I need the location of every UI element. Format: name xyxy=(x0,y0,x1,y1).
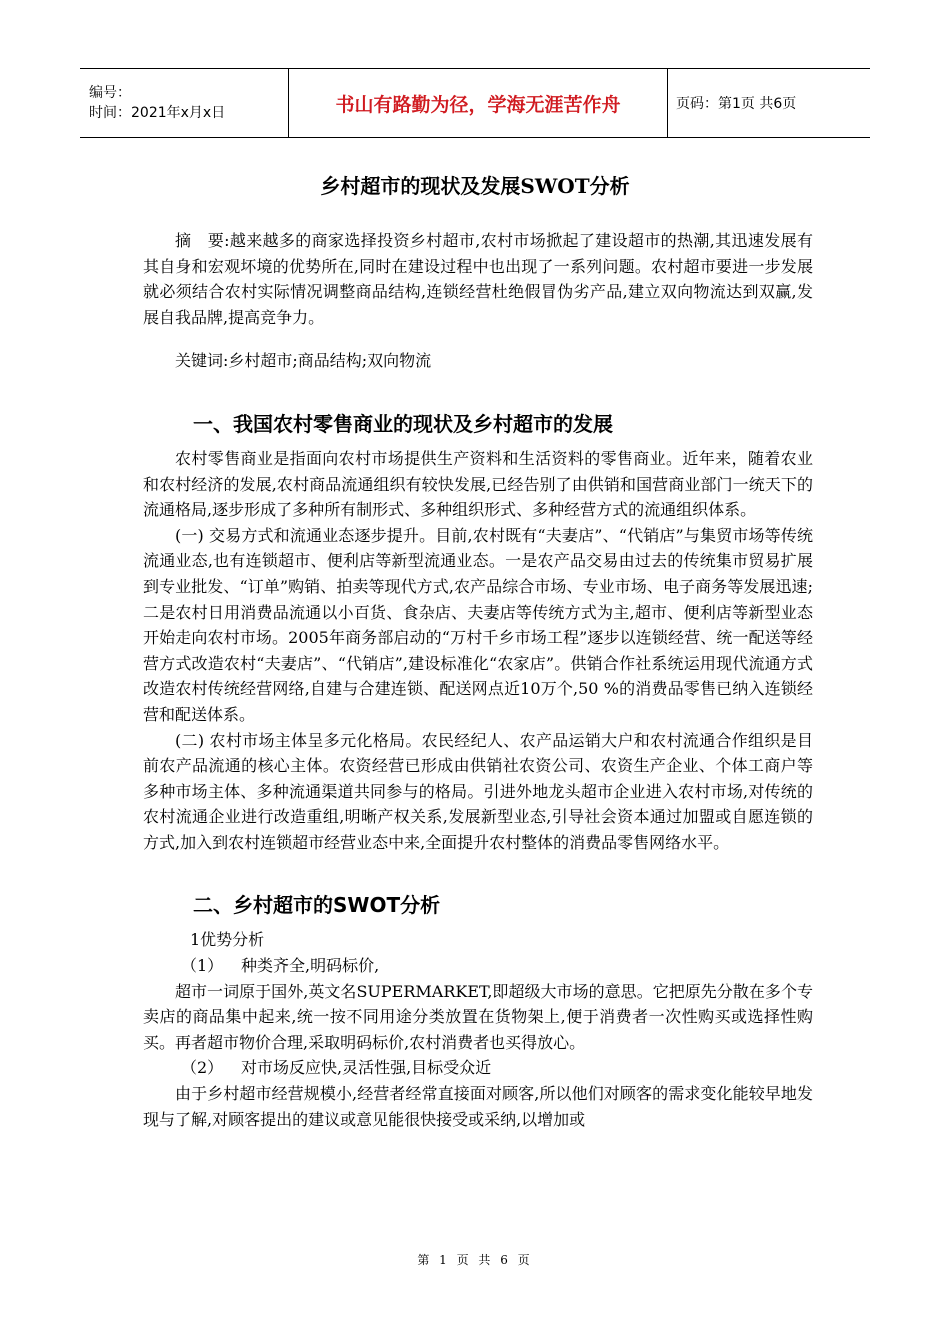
section-1-paragraph-2: (一) 交易方式和流通业态逐步提升。目前,农村既有“夫妻店”、“代销店”与集贸市场等传统流通业态,也有连锁超市、便利店等新型流通业态。一是农产品交易由过去的传统集市贸易扩展到专业批发、“订单”购销、拍卖等现代方式,农产品综合市场、专业市场、电子商务等发展迅速;二是农村日用消费品流通以小百货、食杂店、夫妻店等传统方式为主,超市、便利店等新型业态开始走向农村市场。2005年商务部启动的“万村千乡市场工程”逐步以连锁经营、统一配送等经营方式改造农村“夫妻店”、“代销店”,建设标准化“农家店”。供销合作社系统运用现代流通方式改造农村传统经营网络,自建与合建连锁、配送网点近10万个,50 %的消费品零售已纳入连锁经营和配送体系。 xyxy=(143,525,813,724)
header-motto xyxy=(289,69,668,137)
document-title: 乡村超市的现状及发展SWOT分析 xyxy=(320,174,630,198)
section-1-heading: 一、我国农村零售商业的现状及乡村超市的发展 xyxy=(193,411,613,436)
list-item-1-text: 种类齐全,明码标价, xyxy=(241,956,380,976)
list-item-2 xyxy=(143,1055,813,1081)
list-item-1-number: （1） xyxy=(181,956,224,976)
list-item-2-number: （2） xyxy=(181,1058,224,1078)
abstract-paragraph: 摘 要:越来越多的商家选择投资乡村超市,农村市场掀起了建设超市的热潮,其迅速发展有其自身和宏观坏境的优势所在,同时在建设过程中也出现了一系列问题。农村超市要进一步发展就必须结合农村实际情况调整商品结构,连锁经营杜绝假冒伪劣产品,建立双向物流达到双赢,发展自我品牌,提高竞争力。 xyxy=(143,231,813,327)
document-body xyxy=(143,228,813,1132)
list-item-1 xyxy=(143,953,813,979)
document-number: 编号： xyxy=(89,85,131,101)
motto-text: 书山有路勤为径，学海无涯苦作舟 xyxy=(335,93,621,116)
section-1-paragraph-1: 农村零售商业是指面向农村市场提供生产资料和生活资料的零售商业。近年来，随着农业和农村经济的发展,农村商品流通组织有较快发展,已经告别了由供销和国营商业部门一统天下的流通格局,逐步形成了多种所有制形式、多种组织形式、多种经营方式的流通组织体系。 xyxy=(143,448,813,520)
header-page xyxy=(668,69,870,137)
subsection-title: 1优势分析 xyxy=(190,930,265,950)
list-item-2-text: 对市场反应快,灵活性强,目标受众近 xyxy=(241,1058,492,1078)
section-1-paragraph-3: (二) 农村市场主体呈多元化格局。农民经纪人、农产品运销大户和农村流通合作组织是目前农产品流通的核心主体。农资经营已形成由供销社农资公司、农资生产企业、个体工商户等多种市场主体、多种流通渠道共同参与的格局。引进外地龙头超市企业进入农村市场,对传统的农村流通企业进行改造重组,明晰产权关系,发展新型业态,引导社会资本通过加盟或自愿连锁的方式,加入到农村连锁超市经营业态中来,全面提升农村整体的消费品零售网络水平。 xyxy=(143,730,813,852)
section-2-paragraph-2: 由于乡村超市经营规模小,经营者经常直接面对顾客,所以他们对顾客的需求变化能较早地发现与了解,对顾客提出的建议或意见能很快接受或采纳,以增加或 xyxy=(143,1084,813,1129)
page-indicator: 页码：第1页 共6页 xyxy=(676,96,797,112)
header-meta xyxy=(80,69,289,137)
page-header xyxy=(80,68,870,138)
keywords-line: 关键词:乡村超市;商品结构;双向物流 xyxy=(175,351,432,371)
document-date: 时间：2021年x月x日 xyxy=(89,105,226,121)
section-2-paragraph-1: 超市一词原于国外,英文名SUPERMARKET,即超级大市场的意思。它把原先分散在多个专卖店的商品集中起来,统一按不同用途分类放置在货物架上,便于消费者一次性购买或选择性购买。再者超市物价合理,采取明码标价,农村消费者也买得放心。 xyxy=(143,981,813,1052)
page-footer: 第 1 页 共 6 页 xyxy=(417,1253,533,1267)
section-2-heading: 二、乡村超市的SWOT分析 xyxy=(193,893,441,918)
